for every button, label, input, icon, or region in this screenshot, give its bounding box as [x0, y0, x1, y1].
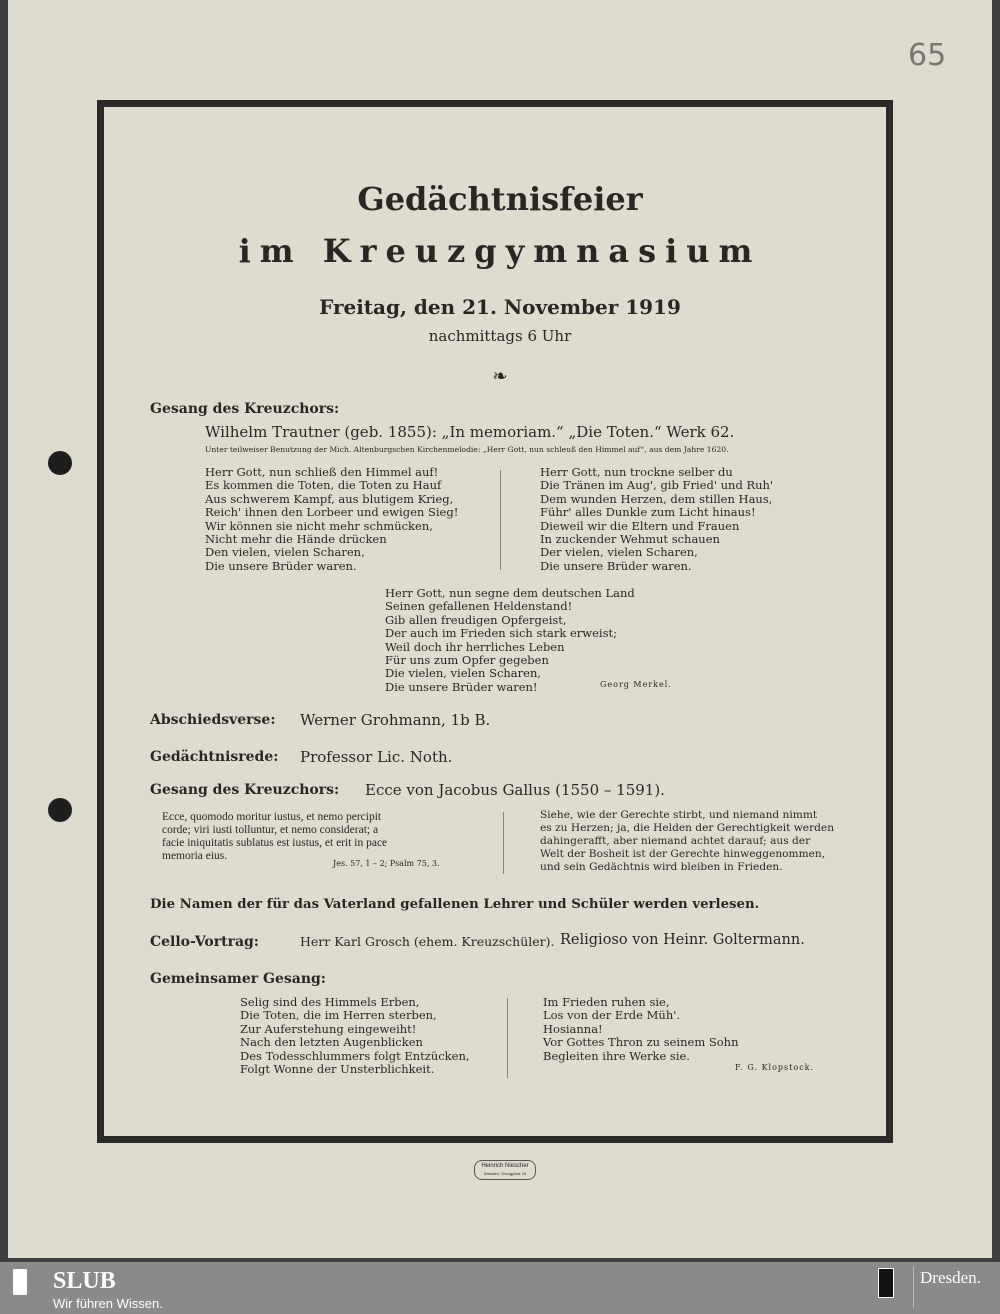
- printer-stamp: [474, 1160, 536, 1180]
- event-time: nachmittags 6 Uhr: [428, 327, 572, 345]
- verse-1: Herr Gott, nun schließ den Himmel auf! Es kommen die Toten, die Toten zu Hauf Aus schwerem Kampf, aus blutigem Krieg, Reich' ihnen den Lorbeer und ewigen Sieg! Wir können sie nicht mehr schmücken, Nicht mehr die Hände drücken Den vielen, vielen Scharen, Die unsere Brüder waren.: [205, 465, 459, 573]
- footer-bar: [0, 1262, 1000, 1314]
- german-text: Siehe, wie der Gerechte stirbt, und niemand nimmt es zu Herzen; ja, die Helden der Gerechtigkeit werden dahingerafft, aber niemand achtet darauf; aus der Welt der Bosheit ist der Gerechte hinweggenommen, und sein Gedächtnis wird bleiben in Frieden.: [540, 809, 835, 873]
- brand-tagline: Wir führen Wissen.: [53, 1296, 163, 1311]
- verse-2: Herr Gott, nun trockne selber du Die Tränen im Aug', gib Fried' und Ruh' Dem wunden Herzen, dem stillen Haus, Führ' alles Dunkle zum Licht hinaus! Dieweil wir die Eltern und Frauen In zuckender Wehmut schauen Der vielen, vielen Scharen, Die unsere Brüder waren.: [540, 465, 774, 573]
- section-label: Gemeinsamer Gesang:: [150, 971, 326, 987]
- event-date: Freitag, den 21. November 1919: [319, 295, 681, 319]
- page-title: Gedächtnisfeier: [357, 180, 643, 218]
- cello-piece: Religioso von Heinr. Goltermann.: [560, 932, 805, 948]
- section-label: Gedächtnisrede:: [150, 749, 279, 765]
- punch-hole: [48, 798, 72, 822]
- author: F. G. Klopstock.: [735, 1063, 815, 1072]
- author: Georg Merkel.: [600, 680, 672, 689]
- names-announcement: Die Namen der für das Vaterland gefallenen Lehrer und Schüler werden verlesen.: [150, 897, 760, 912]
- section-label: Abschiedsverse:: [150, 712, 276, 728]
- punch-hole: [48, 451, 72, 475]
- stamp-line: Dresden, Georgplatz 15: [483, 1171, 527, 1176]
- brand-logo: SLUB: [53, 1268, 116, 1294]
- work-title: Wilhelm Trautner (geb. 1855): „In memoriam.“ „Die Toten.“ Werk 62.: [205, 423, 735, 441]
- melody-note: Unter teilweiser Benutzung der Mich. Altenburgschen Kirchenmelodie: „Herr Gott, nun schleuß den Himmel auf“, aus dem Jahre 1620.: [205, 445, 729, 454]
- farewell-value: Werner Grohmann, 1b B.: [300, 711, 491, 729]
- work-title: Ecce von Jacobus Gallus (1550 – 1591).: [365, 781, 665, 799]
- speech-value: Professor Lic. Noth.: [300, 748, 453, 766]
- citation: Jes. 57, 1 – 2; Psalm 75, 3.: [333, 859, 440, 868]
- section-label: Cello-Vortrag:: [150, 934, 259, 950]
- section-label: Gesang des Kreuzchors:: [150, 782, 340, 798]
- divider: [913, 1266, 914, 1308]
- stamp-line: Heinrich Niescher: [481, 1163, 529, 1169]
- book-icon: [13, 1269, 27, 1295]
- hymn-verse-1: Selig sind des Himmels Erben, Die Toten, die im Herren sterben, Zur Auferstehung eingeweiht! Nach den letzten Augenblicken Des Todesschlummers folgt Entzücken, Folgt Wonne der Unsterblichkeit.: [240, 995, 470, 1077]
- cello-performer: Herr Karl Grosch (ehem. Kreuzschüler).: [300, 934, 555, 949]
- column-divider: [500, 470, 501, 570]
- coat-of-arms-icon: [878, 1268, 894, 1298]
- latin-text: Ecce, quomodo moritur iustus, et nemo percipit corde; viri iusti tolluntur, et nemo considerat; a facie iniquitatis sublatus est iustus, et erit in pace memoria eius.: [162, 811, 388, 862]
- section-label: Gesang des Kreuzchors:: [150, 401, 340, 417]
- verse-3: Herr Gott, nun segne dem deutschen Land Seinen gefallenen Heldenstand! Gib allen freudigen Opfergeist, Der auch im Frieden sich stark erweist; Weil doch ihr herrliches Leben Für uns zum Opfer gegeben Die vielen, vielen Scharen, Die unsere Brüder waren!: [385, 586, 635, 694]
- column-divider: [503, 812, 504, 874]
- column-divider: [507, 998, 508, 1078]
- page-subtitle: im Kreuzgymnasium: [238, 232, 762, 270]
- hymn-verse-2: Im Frieden ruhen sie, Los von der Erde Müh'. Hosianna! Vor Gottes Thron zu seinem Sohn Begleiten ihre Werke sie.: [543, 995, 739, 1063]
- ornament-icon: ❧: [492, 366, 508, 387]
- city-logo: Dresden.: [920, 1268, 981, 1287]
- page-number: 65: [908, 38, 947, 73]
